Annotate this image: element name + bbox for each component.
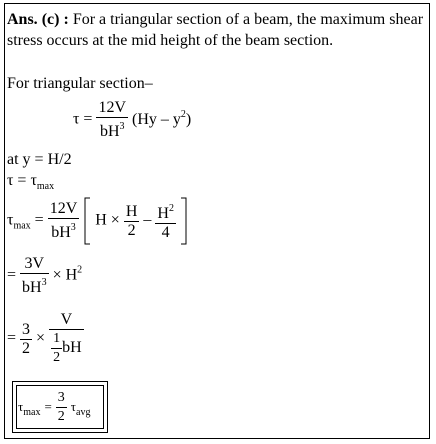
equation-step-3: = $\frac{3V}{bH^3}$ × $H^2$ (7, 255, 83, 296)
right-bracket (180, 197, 188, 245)
equation-shear-stress (73, 99, 191, 141)
tau-max-line: $\tau = \tau_{max}$ (7, 172, 55, 192)
condition-line: at y = H/2 (7, 151, 72, 168)
intro-line: For triangular section– (7, 75, 153, 92)
answer-label: Ans. (c) : (7, 11, 69, 28)
answer-text: For a triangular section of a beam, the maximum shear stress occurs at the mid height of the beam section. (7, 11, 424, 49)
eq2-fraction: $\frac{12V}{bH^3}$ (49, 200, 78, 241)
equation-result: $\tau_{max}$ = $\frac{3}{2}$ $\tau_{avg}$ (18, 390, 91, 424)
eq1-fraction (96, 99, 128, 141)
eq1-denominator: $bH^3$ (96, 117, 128, 141)
eq1-lhs: τ = (73, 110, 93, 128)
eq4-big-fraction: V $\frac{1}{2}$ bH (49, 311, 84, 367)
equation-step-4: = $\frac{3}{2}$ × V $\frac{1}{2}$ bH (7, 311, 82, 365)
equation-tau-max: $\tau_{max}$ = $\frac{12V}{bH^3}$ H × $\frac{H}{2}$ – $\frac{H^2}{4}$ (7, 197, 188, 245)
eq1-term: $(Hy - y^2)$ (132, 108, 192, 128)
left-bracket (83, 197, 91, 245)
answer-paragraph (7, 9, 423, 51)
eq1-numerator: 12V (98, 99, 127, 116)
